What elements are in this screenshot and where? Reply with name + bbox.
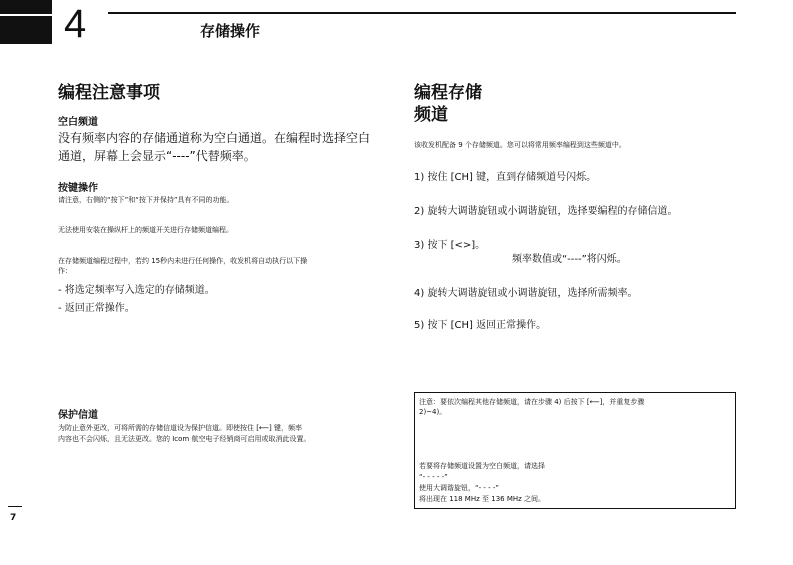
key-operation-note3-line1: 在存储频道编程过程中，若约 15秒内未进行任何操作，收发机将自动执行以下操 — [58, 257, 308, 265]
note-box — [414, 392, 736, 509]
section-heading-program-memory-line2: 频道 — [414, 105, 448, 125]
key-operation-note2: 无法使用安装在操纵杆上的频道开关进行存储频道编程。 — [58, 226, 233, 234]
header-rule — [108, 12, 736, 14]
key-operation-note3-line2: 作： — [58, 267, 72, 275]
note-line4: “- - - - -” — [419, 473, 448, 481]
blank-channel-body-line2: 通道，屏幕上会显示“----”代替频率。 — [58, 149, 256, 163]
section-heading-programming-notes: 编程注意事项 — [58, 83, 160, 103]
page-number: 7 — [10, 513, 17, 523]
note-line2: 2)~4)。 — [419, 408, 447, 416]
step-2: 2) 旋转大调谐旋钮或小调谐旋钮，选择要编程的存储信道。 — [414, 206, 678, 217]
step-4: 4) 旋转大调谐旋钮或小调谐旋钮，选择所需频率。 — [414, 288, 638, 299]
section-heading-program-memory-line1: 编程存储 — [414, 83, 482, 103]
auto-action-bullet2: - 返回正常操作。 — [58, 303, 135, 314]
auto-action-bullet1: - 将选定频率写入选定的存储频道。 — [58, 285, 215, 296]
key-operation-note1: 请注意，右侧的“按下”和“按下并保持”具有不同的功能。 — [58, 196, 234, 204]
step-3: 3) 按下 [<>]。 — [414, 240, 486, 251]
key-operation-title: 按键操作 — [58, 183, 98, 194]
blank-channel-title: 空白频道 — [58, 117, 98, 128]
blank-channel-body-line1: 没有频率内容的存储通道称为空白通道。在编程时选择空白 — [58, 131, 371, 145]
chapter-title: 存储操作 — [200, 22, 261, 40]
step-1: 1) 按住 [CH] 键，直到存储频道号闪烁。 — [414, 172, 597, 183]
protect-channel-title: 保护信道 — [58, 410, 98, 421]
chapter-number: 4 — [64, 2, 87, 46]
note-line3: 若要将存储频道设置为空白频道，请选择 — [419, 462, 545, 470]
note-line5: 使用大调谐旋钮，“- - - -” — [419, 484, 500, 492]
memory-intro: 该收发机配备 9 个存储频道。您可以将常用频率编程到这些频道中。 — [414, 141, 626, 149]
step-3-detail: 频率数值或“----”将闪烁。 — [512, 254, 627, 265]
chapter-tab — [0, 0, 52, 44]
protect-channel-body-line1: 为防止意外更改，可将所需的存储信道设为保护信道。即使按住 [⟵] 键，频率 — [58, 424, 302, 432]
note-line6: 将出现在 118 MHz 至 136 MHz 之间。 — [419, 495, 546, 503]
protect-channel-body-line2: 内容也不会闪烁，且无法更改。您的 Icom 航空电子经销商可启用或取消此设置。 — [58, 435, 311, 443]
step-5: 5) 按下 [CH] 返回正常操作。 — [414, 320, 547, 331]
page-number-rule — [8, 506, 22, 507]
note-line1: 注意：要依次编程其他存储频道，请在步骤 4) 后按下 [⟵]，并重复步骤 — [419, 398, 645, 406]
